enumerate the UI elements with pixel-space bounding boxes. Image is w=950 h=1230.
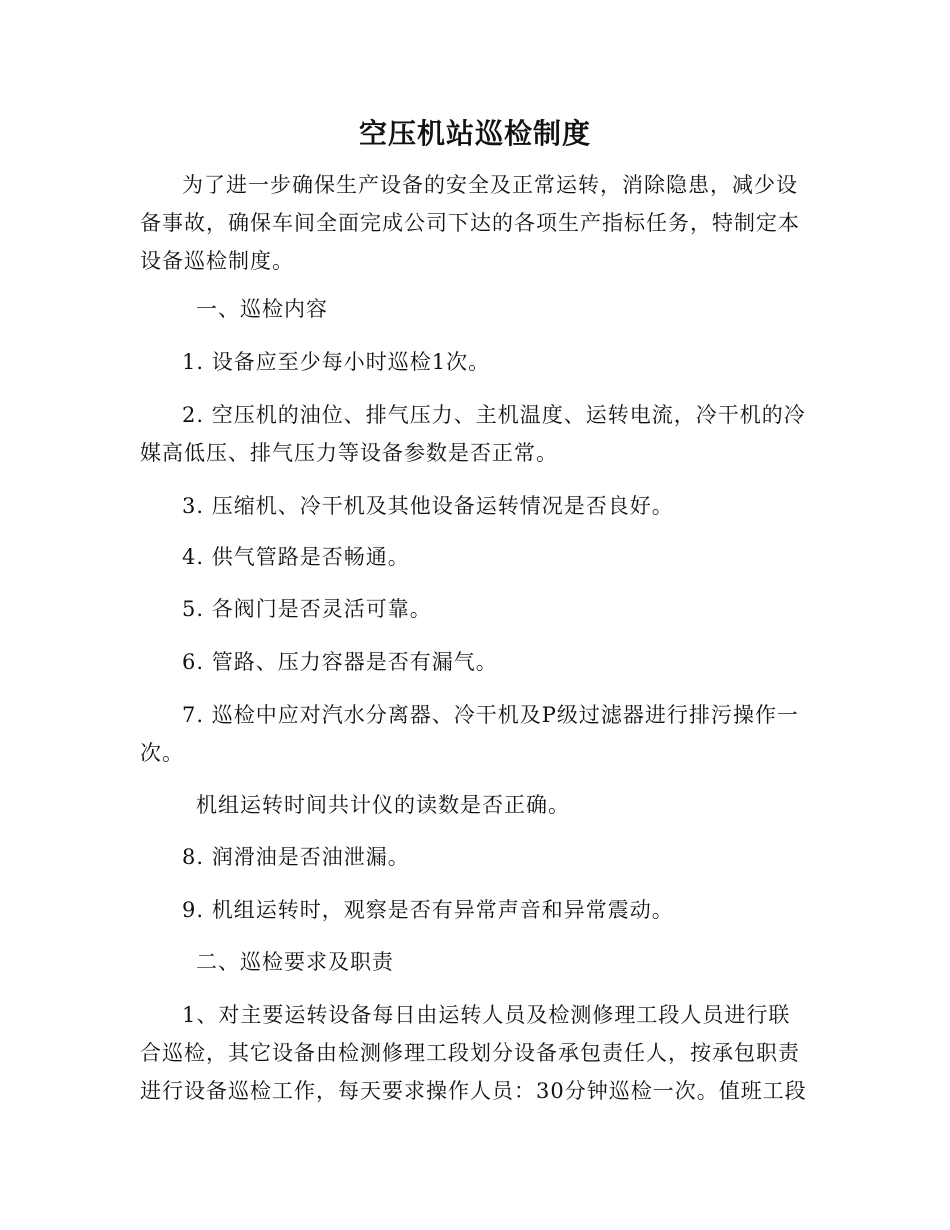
note-paragraph: 机组运转时间共计仪的读数是否正确。 bbox=[196, 793, 570, 817]
document-title: 空压机站巡检制度 bbox=[358, 117, 591, 150]
list-item-5: 5. 各阀门是否灵活可靠。 bbox=[182, 597, 432, 621]
intro-paragraph: 为了进一步确保生产设备的安全及正常运转，消除隐患，减少设备事故，确保车间全面完成公司下达的各项生产指标任务，特制定本设备巡检制度。 bbox=[140, 173, 800, 273]
section-heading-inspection-content: 一、巡检内容 bbox=[196, 297, 328, 321]
list-item-4: 4. 供气管路是否畅通。 bbox=[182, 545, 410, 569]
list-item-3: 3. 压缩机、冷干机及其他设备运转情况是否良好。 bbox=[182, 494, 674, 518]
list-item-9: 9. 机组运转时，观察是否有异常声音和异常震动。 bbox=[182, 898, 674, 922]
requirements-paragraph-1: 1、对主要运转设备每日由运转人员及检测修理工段人员进行联合巡检，其它设备由检测修理工段划分设备承包责任人，按承包职责进行设备巡检工作，每天要求操作人员：30分钟巡检一次。值班工段 bbox=[140, 1003, 807, 1103]
list-item-7: 7. 巡检中应对汽水分离器、冷干机及P级过滤器进行排污操作一次。 bbox=[140, 703, 799, 765]
list-item-1: 1. 设备应至少每小时巡检1次。 bbox=[182, 350, 491, 374]
list-item-2: 2. 空压机的油位、排气压力、主机温度、运转电流，冷干机的冷媒高低压、排气压力等设备参数是否正常。 bbox=[140, 403, 806, 465]
list-item-6: 6. 管路、压力容器是否有漏气。 bbox=[182, 650, 498, 674]
section-heading-requirements: 二、巡检要求及职责 bbox=[196, 950, 394, 974]
list-item-8: 8. 润滑油是否油泄漏。 bbox=[182, 845, 410, 869]
